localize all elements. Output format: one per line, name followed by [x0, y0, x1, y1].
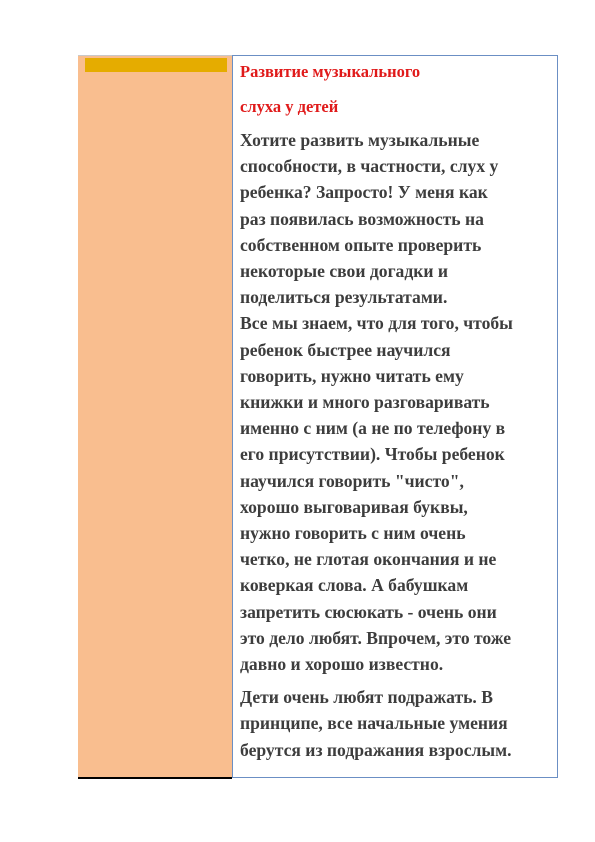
article-body [240, 62, 558, 763]
sidebar-accent-bar [85, 58, 227, 72]
title-line-1: Развитие музыкального [240, 62, 421, 81]
decorative-sidebar [78, 55, 232, 779]
paragraph-2: Все мы знаем, что для того, чтобы ребенок быстрее научился говорить, нужно читать ему книжки и много разговаривать именно с ним (а не по телефону в его присутствии). Чтобы ребенок научился говорить "чисто", хорошо выговаривая буквы, нужно говорить с ним очень четко, не глотая окончания и не коверкая слова. А бабушкам запретить сюсюкать - очень они это дело любят. Впрочем, это тоже давно и хорошо известно. [240, 313, 513, 675]
paragraph-1: Хотите развить музыкальные способности, в частности, слух у ребенка? Запросто! У меня как раз появилась возможность на собственном опыте проверить некоторые свои догадки и поделиться результатами. [240, 130, 499, 308]
page-frame [78, 55, 558, 778]
content-column [232, 55, 558, 778]
title-line-2: слуха у детей [240, 97, 339, 116]
paragraph-3: Дети очень любят подражать. В принципе, все начальные умения берутся из подражания взрослым. [240, 687, 512, 760]
